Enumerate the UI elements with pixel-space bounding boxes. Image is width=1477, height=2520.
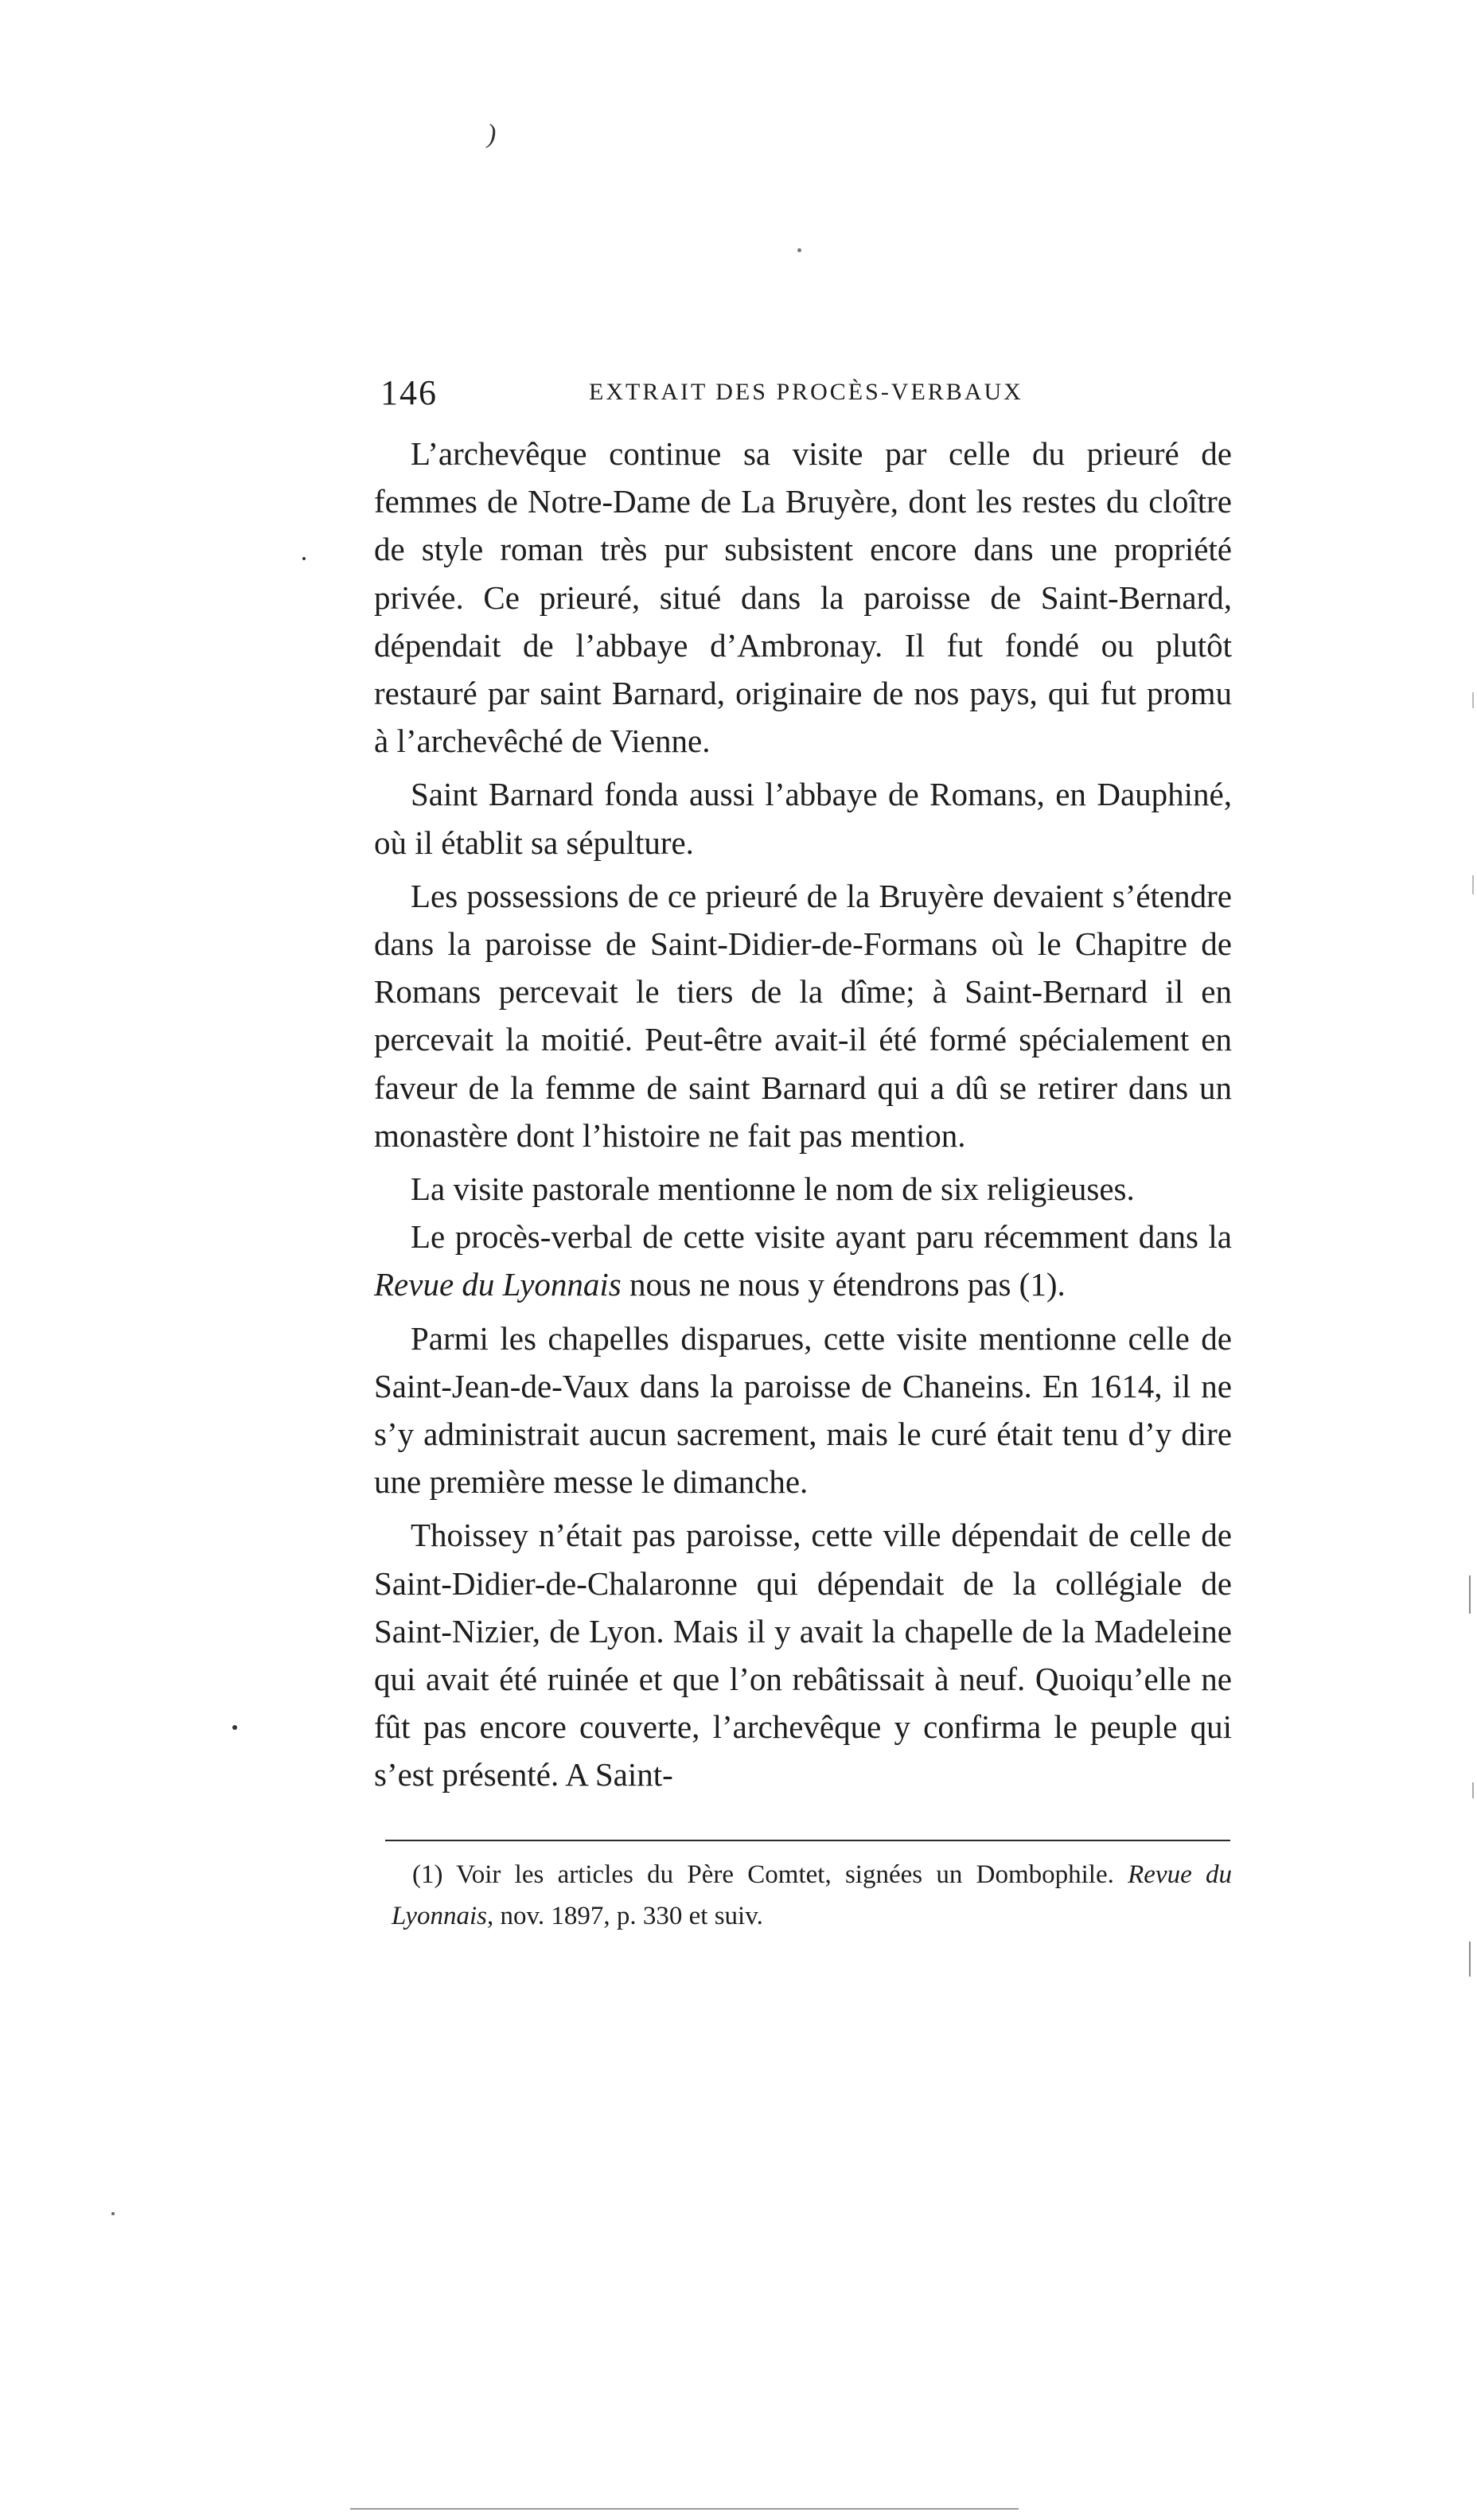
paragraph-text: La visite pastorale mentionne le nom de six religieuses. — [411, 1170, 1135, 1208]
page-number: 146 — [380, 373, 438, 412]
journal-title: Revue du Lyonnais — [374, 1266, 622, 1303]
paragraph-text: L’archevêque continue sa visite par celle du prieuré de femmes de Notre-Dame de La Bruyère, dont les restes du cloître de style roman très pur subsistent encore dans une propriété privée. Ce prieuré, situé dans la paroisse de Saint-Bernard, dépendait de l’abbaye d’Ambronay. Il fut fondé ou plutôt restauré par saint Barnard, originaire de nos pays, qui fut promu à l’archevêché de Vienne. — [374, 435, 1232, 760]
scan-edge-mark — [1472, 1782, 1474, 1798]
paragraph — [374, 770, 1232, 866]
paragraph — [374, 1511, 1232, 1798]
paragraph-text: Parmi les chapelles disparues, cette visite mentionne celle de Saint-Jean-de-Vaux dans la paroisse de Chaneins. En 1614, il ne s’y administrait aucun sacrement, mais le curé était tenu d’y dire une première messe le dimanche. — [374, 1319, 1232, 1501]
footnote-journal-title: Revue du Lyonnais — [392, 1860, 1233, 1930]
scan-speck — [302, 557, 306, 560]
footnote-text: , nov. 1897, p. 330 et suiv. — [487, 1902, 763, 1930]
paragraph — [374, 872, 1232, 1159]
footnote-rule — [385, 1840, 1230, 1841]
stray-mark: ) — [487, 119, 497, 149]
paragraph — [374, 1165, 1232, 1213]
paragraph — [374, 430, 1232, 765]
scan-edge-mark — [1472, 875, 1474, 894]
scan-edge-mark — [1472, 692, 1474, 708]
scan-bottom-rule — [350, 2508, 1019, 2510]
body-text — [374, 430, 1232, 1799]
page-header — [380, 372, 1224, 420]
scan-edge-mark — [1469, 1942, 1471, 1977]
footnote-text: (1) Voir les articles du Père Comtet, signées un Dombophile. — [412, 1860, 1128, 1889]
paragraph — [374, 1213, 1232, 1308]
scan-speck — [797, 248, 801, 252]
paragraph — [374, 1315, 1232, 1506]
paragraph-text: Saint Barnard fonda aussi l’abbaye de Romans, en Dauphiné, où il établit sa sépulture. — [374, 776, 1232, 861]
scan-edge-mark — [1469, 1575, 1471, 1614]
paragraph-text: Le procès-verbal de cette visite ayant paru récemment dans la — [411, 1218, 1232, 1256]
paragraph-text: Thoissey n’était pas paroisse, cette ville dépendait de celle de Saint-Didier-de-Chalaronne qui dépendait de la collégiale de Saint-Nizier, de Lyon. Mais il y avait la chapelle de la Madeleine qui avait été ruinée et que l’on rebâtissait à neuf. Quoiqu’elle ne fût pas encore couverte, l’archevêque y confirma le peuple qui s’est présenté. A Saint- — [374, 1517, 1232, 1794]
footnote — [392, 1854, 1232, 1937]
scan-speck — [232, 1725, 237, 1730]
paragraph-text: nous ne nous y étendrons pas (1). — [621, 1266, 1066, 1303]
scan-speck — [111, 2212, 115, 2215]
running-head: EXTRAIT DES PROCÈS-VERBAUX — [589, 379, 1023, 405]
paragraph-text: Les possessions de ce prieuré de la Bruyère devaient s’étendre dans la paroisse de Saint-Didier-de-Formans où le Chapitre de Romans percevait le tiers de la dîme; à Saint-Bernard il en percevait la moitié. Peut-être avait-il été formé spécialement en faveur de la femme de saint Barnard qui a dû se retirer dans un monastère dont l’histoire ne fait pas mention. — [374, 877, 1232, 1154]
